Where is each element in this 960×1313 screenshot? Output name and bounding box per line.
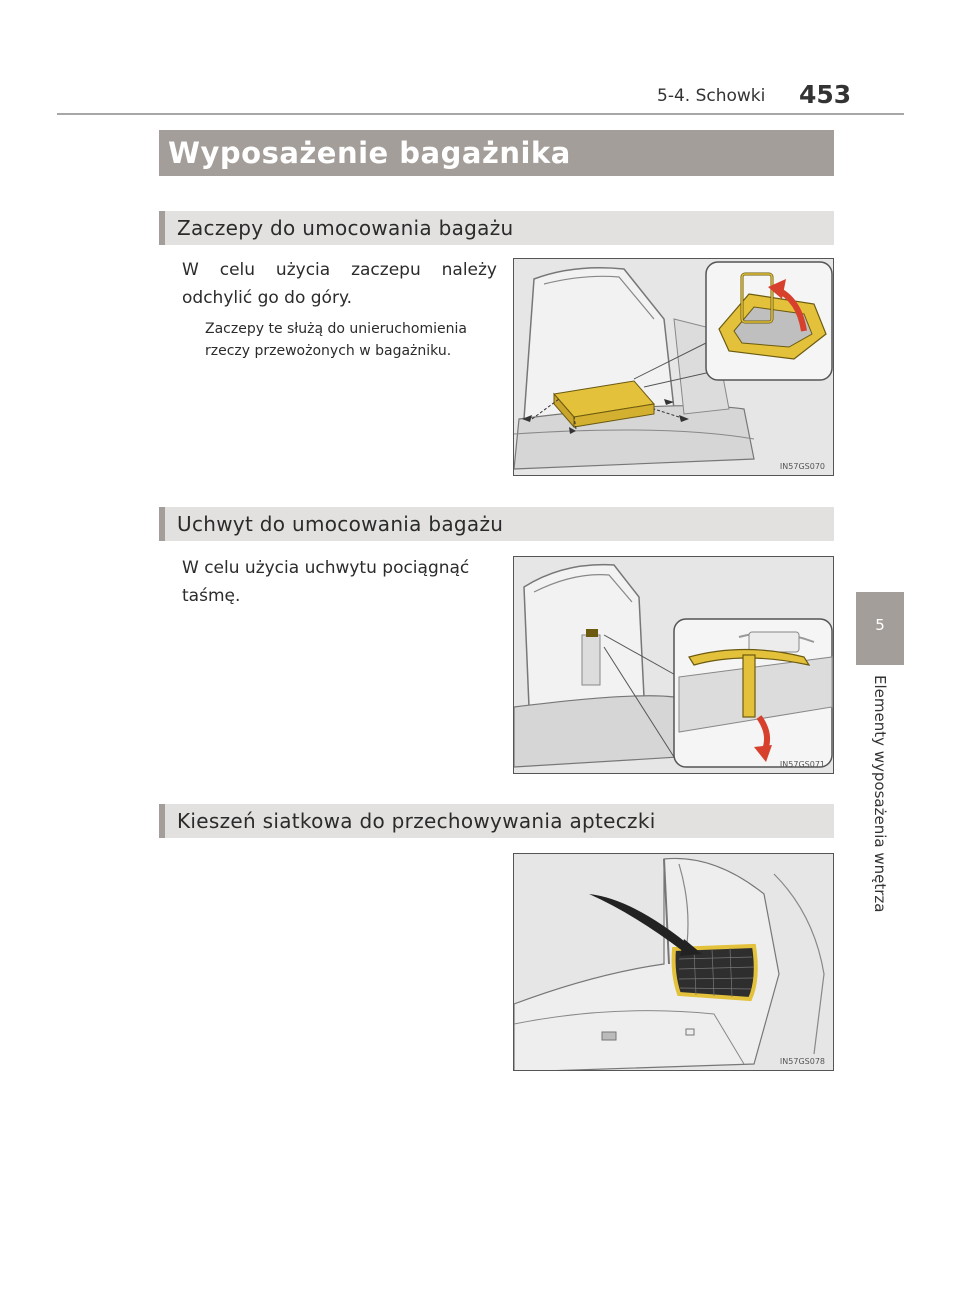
- page-number: 453: [799, 80, 852, 109]
- header-divider: [57, 113, 904, 115]
- figure-trunk-strap: [513, 556, 834, 774]
- chapter-label: Elementy wyposażenia wnętrza: [871, 675, 889, 913]
- section-header: 5-4. Schowki: [657, 86, 766, 106]
- hook-detail-inset: [706, 262, 832, 380]
- body-line: W celu użycia zaczepu należy: [182, 260, 497, 280]
- page-title-text: Wyposażenie bagażnika: [168, 136, 571, 170]
- body-text-hooks: [182, 256, 497, 312]
- figure-code: IN57GS070: [779, 462, 825, 471]
- subheading-luggage-strap: [159, 507, 834, 541]
- subheading-luggage-hooks: [159, 211, 834, 245]
- subheading-first-aid-net: [159, 804, 834, 838]
- chapter-tab: [856, 592, 904, 665]
- page-title: [159, 130, 834, 176]
- figure-code: IN57GS078: [779, 1057, 825, 1066]
- note-line: rzeczy przewożonych w bagażniku.: [205, 343, 452, 359]
- body-line: taśmę.: [182, 586, 241, 606]
- body-line: W celu użycia uchwytu pociągnąć: [182, 558, 470, 578]
- chapter-label-container: [858, 675, 902, 935]
- figure-trunk-hooks: [513, 258, 834, 476]
- subheading-text: Kieszeń siatkowa do przechowywania apteczki: [177, 809, 656, 833]
- note-text-hooks: [205, 318, 500, 362]
- subheading-text: Zaczepy do umocowania bagażu: [177, 216, 514, 240]
- body-line: odchylić go do góry.: [182, 288, 352, 308]
- strap-detail-inset: [674, 619, 832, 767]
- figure-code: IN57GS071: [779, 760, 825, 769]
- body-text-strap: [182, 554, 497, 610]
- chapter-number: 5: [875, 616, 885, 634]
- note-line: Zaczepy te służą do unieruchomienia: [205, 321, 467, 337]
- figure-trunk-net-pocket: [513, 853, 834, 1071]
- subheading-text: Uchwyt do umocowania bagażu: [177, 512, 504, 536]
